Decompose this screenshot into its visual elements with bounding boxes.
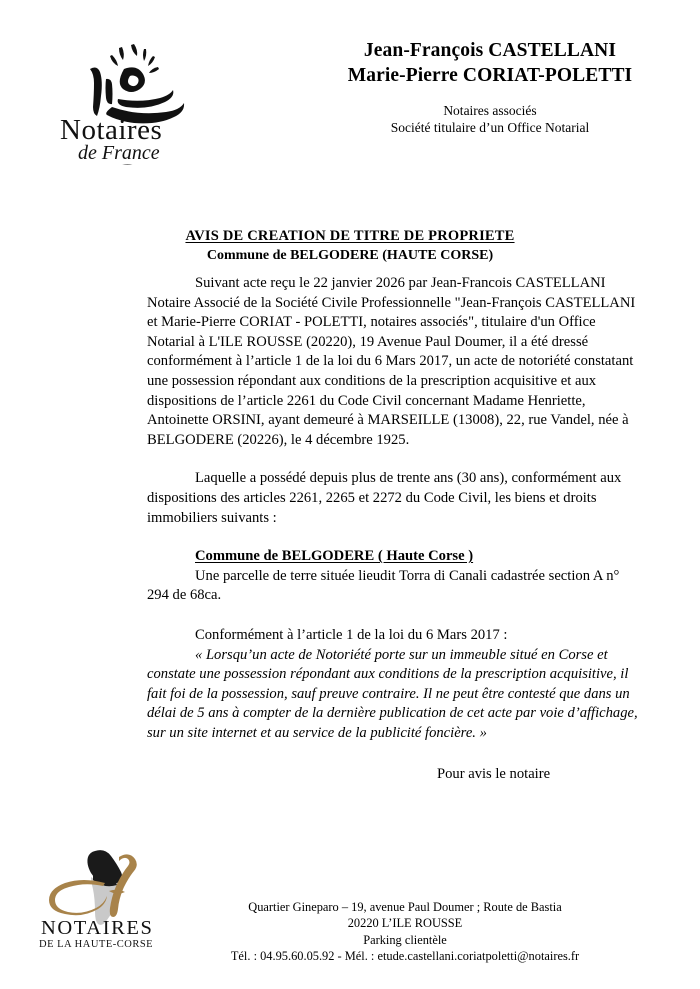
haute-corse-wordmark-main: NOTAIRES (41, 917, 154, 939)
footer-address-block (175, 899, 635, 965)
spacer (147, 528, 639, 547)
property-commune-heading: Commune de BELGODERE ( Haute Corse ) (195, 548, 474, 565)
notary-name-2: Marie-Pierre CORIAT-POLETTI (347, 65, 633, 86)
spacer (147, 606, 639, 626)
property-heading-row (147, 547, 639, 567)
document-footer (0, 847, 700, 967)
haute-corse-wordmark-sub: DE LA HAUTE-CORSE (39, 939, 154, 950)
document-title-block (0, 228, 700, 264)
firm-identity (300, 38, 680, 136)
page-title: AVIS DE CREATION DE TITRE DE PROPRIETE (185, 228, 515, 244)
notary-name-1: Jean-François CASTELLANI (363, 40, 617, 61)
spacer (147, 450, 639, 469)
footer-address-line-1: Quartier Gineparo – 19, avenue Paul Doumer ; Route de Bastia (248, 900, 562, 914)
notaires-de-france-logo (60, 35, 200, 165)
document-body (147, 274, 639, 785)
paragraph-possession: Laquelle a possédé depuis plus de trente ans (30 ans), conformément aux dispositions des articles 2261, 2265 et 2272 du Code Civil, les biens et droits immobiliers suivants : (147, 470, 622, 526)
law-quote-text: « Lorsqu’un acte de Notoriété porte sur un immeuble situé en Corse et constate une possession répondant aux conditions de la prescription acquisitive, il fait foi de la possession, sauf preuve contraire. Il ne peut être contesté que dans un délai de 5 ans à compter de la dernière publication de cet acte par voie d’affichage, sur un site internet et au service de la publicité foncière. » (147, 646, 638, 741)
footer-address-line-2: 20220 L’ILE ROUSSE (347, 916, 463, 931)
firm-subtitle-1: Notaires associés (443, 103, 537, 118)
svg-text:Notaires: Notaires (60, 114, 163, 146)
notaires-haute-corse-logo (33, 847, 183, 952)
footer-address-line-3: Parking clientèle (363, 932, 447, 947)
page-subtitle: Commune de BELGODERE (HAUTE CORSE) (206, 248, 494, 263)
property-description: Une parcelle de terre située lieudit Torra di Canali cadastrée section A n° 294 de 68ca. (147, 567, 620, 604)
signoff-line: Pour avis le notaire (437, 766, 551, 783)
paragraph-acte: Suivant acte reçu le 22 janvier 2026 par Jean-Francois CASTELLANI Notaire Associé de la Société Civile Professionnelle "Jean-François CASTELLANI et Marie-Pierre CORIAT - POLETTI, notaires associés", titulaire d'un Office Notarial à L'ILE ROUSSE (20220), 19 Avenue Paul Doumer, il a été dressé conformément à l’article 1 de la loi du 6 Mars 2017, un acte de notoriété constatant une possession répondant aux conditions de la prescription acquisitive et aux dispositions de l’article 2261 du Code Civil concernant Madame Henriette, Antoinette ORSINI, ayant demeuré à MARSEILLE (13008), 22, rue Vandel, née à BELGODERE (20226), le 4 décembre 1925. (147, 275, 636, 448)
document-header (0, 30, 700, 170)
firm-subtitle-2: Société titulaire d’un Office Notarial (390, 120, 590, 135)
svg-text:de France: de France (78, 142, 160, 164)
footer-contact-line: Tél. : 04.95.60.05.92 - Mél. : etude.castellani.coriatpoletti@notaires.fr (230, 949, 580, 964)
law-reference-intro: Conformément à l’article 1 de la loi du 6 Mars 2017 : (195, 626, 508, 643)
